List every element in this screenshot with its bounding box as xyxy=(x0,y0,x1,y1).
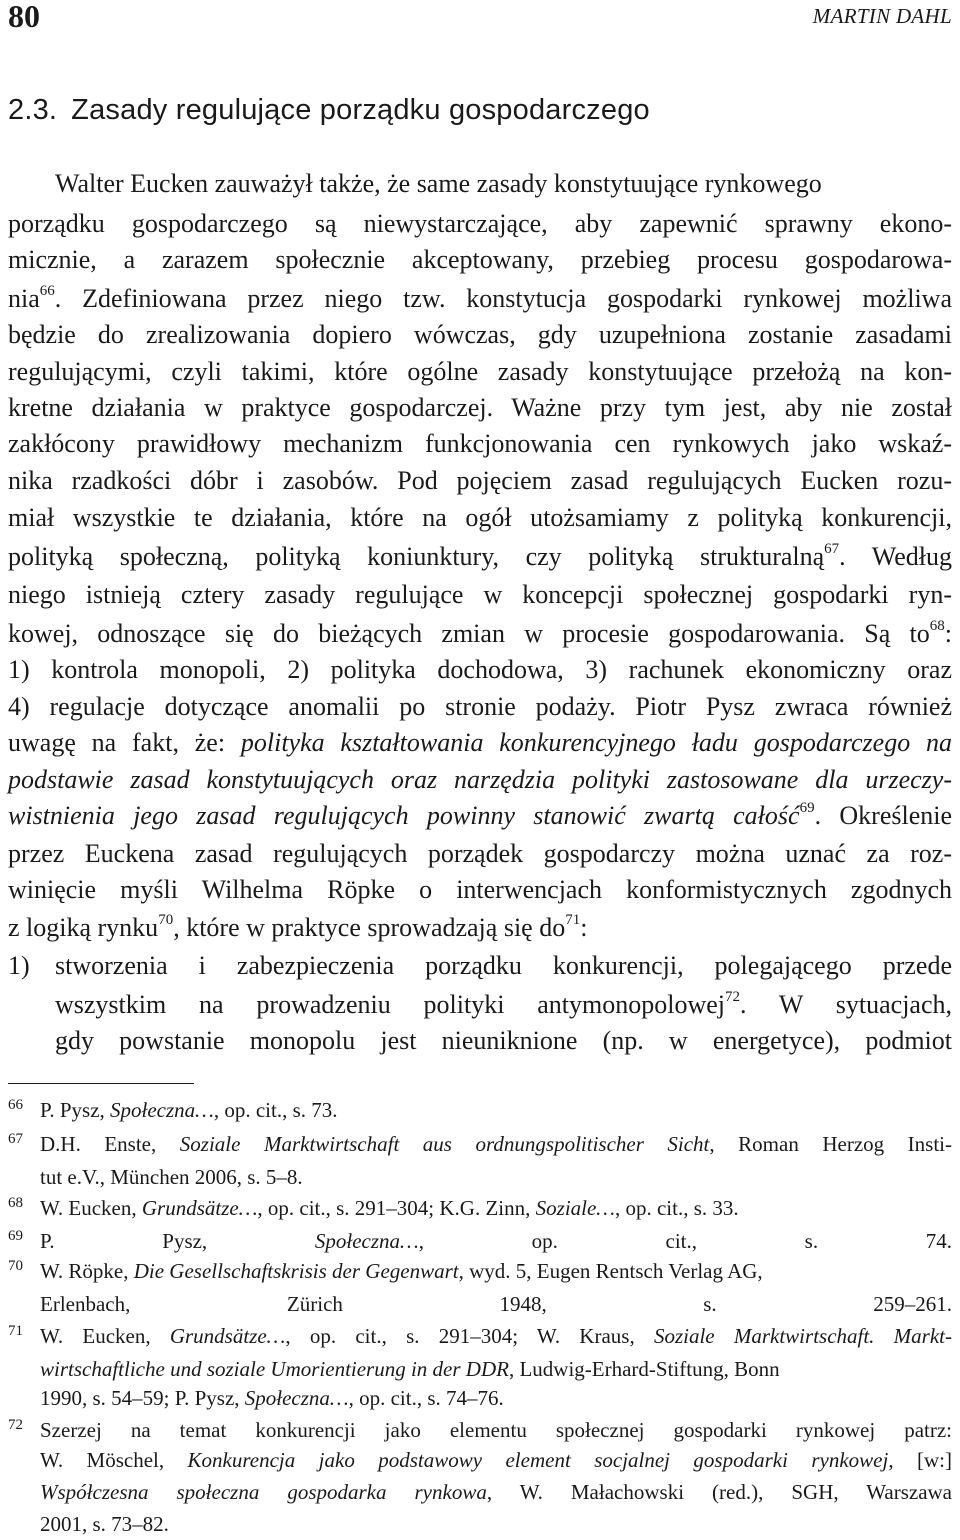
body-line xyxy=(8,206,952,242)
footnote-line xyxy=(40,1255,952,1287)
text-run: , które w praktyce sprowadzają się do xyxy=(173,913,566,942)
text-run: P. Pysz, xyxy=(40,1229,315,1253)
text-run: 2001, s. 73–82. xyxy=(40,1512,169,1536)
text-run: , [w:] xyxy=(888,1448,952,1472)
italic-text: Soziale… xyxy=(535,1196,615,1220)
text-run: nia xyxy=(8,284,40,313)
italic-text: Die Gesellschaftskrisis der Gegenwart xyxy=(133,1259,459,1283)
footnote-line xyxy=(40,1353,952,1385)
italic-text: Grundsätze… xyxy=(169,1324,286,1348)
body-line xyxy=(55,987,952,1023)
footnote-reference: 71 xyxy=(565,912,581,929)
footnote-line xyxy=(40,1382,952,1414)
text-run: micznie, a zarazem społecznie akceptowany, przebieg procesu gospodarowa- xyxy=(8,245,952,274)
body-line xyxy=(8,836,952,872)
text-run: . Według xyxy=(839,542,952,571)
body-line xyxy=(8,689,952,725)
text-run: , Roman Herzog Insti- xyxy=(709,1132,952,1156)
body-line xyxy=(8,390,952,426)
body-line xyxy=(8,577,952,613)
text-run: Szerzej na temat konkurencji jako elementu społecznej gospodarki rynkowej patrz: xyxy=(40,1418,952,1442)
text-run: nika rzadkości dóbr i zasobów. Pod pojęciem zasad regulujących Eucken rozu- xyxy=(8,466,952,495)
body-line xyxy=(8,463,952,499)
footnote-number: 72 xyxy=(8,1417,23,1433)
text-run: uwagę na fakt, że: xyxy=(8,728,241,757)
text-run: . W sytuacjach, xyxy=(740,990,953,1019)
body-line xyxy=(55,1023,952,1059)
text-run: W. Röpke, xyxy=(40,1259,134,1283)
text-run: stworzenia i zabezpieczenia porządku konkurencji, polegającego przede xyxy=(55,951,952,980)
section-title: Zasady regulujące porządku gospodarczego xyxy=(71,94,650,126)
italic-text: wistnienia jego zasad regulujących powinny stanowić zwartą całość xyxy=(8,801,800,830)
text-run: 1990, s. 54–59; P. Pysz, xyxy=(40,1386,245,1410)
footnote-line xyxy=(40,1192,952,1224)
italic-text: Soziale Marktwirtschaft aus ordnungspolitischer Sicht xyxy=(179,1132,710,1156)
text-run: porządku gospodarczego są niewystarczające, aby zapewnić sprawny ekono- xyxy=(8,209,952,238)
text-run: niego istnieją cztery zasady regulujące w koncepcji społecznej gospodarki ryn- xyxy=(8,580,952,609)
body-line xyxy=(8,762,952,798)
body-line xyxy=(8,317,952,353)
list-marker: 1) xyxy=(8,951,30,980)
body-line xyxy=(8,354,952,390)
body-line xyxy=(8,652,952,688)
section-number: 2.3. xyxy=(8,94,58,126)
italic-text: Grundsätze… xyxy=(141,1196,258,1220)
footnote-number: 66 xyxy=(8,1097,23,1113)
text-run: : xyxy=(944,619,952,648)
body-line xyxy=(8,500,952,536)
text-run: P. Pysz, xyxy=(40,1098,111,1122)
text-run: będzie do zrealizowania dopiero wówczas, gdy uzupełniona zostanie zasadami xyxy=(8,320,952,349)
footnote-line xyxy=(40,1161,952,1193)
italic-text: Społeczna… xyxy=(110,1098,214,1122)
text-run: przez Euckena zasad regulujących porządek gospodarczy można uznać za roz- xyxy=(8,839,952,868)
text-run: W. Eucken, xyxy=(40,1324,170,1348)
footnote-reference: 70 xyxy=(158,912,174,929)
footnote-number: 71 xyxy=(8,1323,23,1339)
text-run: 4) regulacje dotyczące anomalii po stronie podaży. Piotr Pysz zwraca również xyxy=(8,692,952,721)
footnote-reference: 72 xyxy=(725,989,741,1006)
italic-text: podstawie zasad konstytuujących oraz narzędzia polityki zastosowane dla urzeczy- xyxy=(8,765,952,794)
text-run: z logiką rynku xyxy=(8,913,159,942)
text-run: miał wszystkie te działania, które na ogół utożsamiamy z polityką konkurencji, xyxy=(8,503,952,532)
text-run: , op. cit., s. 74–76. xyxy=(348,1386,504,1410)
text-run: , op. cit., s. 33. xyxy=(614,1196,739,1220)
footnote-line xyxy=(40,1414,952,1446)
body-line xyxy=(8,539,952,575)
italic-text: Współczesna społeczna gospodarka rynkowa xyxy=(40,1480,487,1504)
text-run: W. Möschel, xyxy=(40,1448,188,1472)
italic-text: Społeczna… xyxy=(244,1386,349,1410)
italic-text: polityka kształtowania konkurencyjnego ładu gospodarczego na xyxy=(240,728,953,757)
body-line xyxy=(8,426,952,462)
text-run: , W. Małachowski (red.), SGH, Warszawa xyxy=(486,1480,953,1504)
body-line xyxy=(8,872,952,908)
text-run: D.H. Enste, xyxy=(40,1132,180,1156)
footnote-line xyxy=(40,1444,952,1476)
footnote-separator xyxy=(8,1083,194,1084)
footnote-line xyxy=(40,1476,952,1508)
text-run: . Zdefiniowana przez niego tzw. konstytucja gospodarki rynkowej możliwa xyxy=(54,284,952,313)
text-run: kowej, odnoszące się do bieżących zmian w procesie gospodarowania. Są to xyxy=(8,619,930,648)
text-run: W. Eucken, xyxy=(40,1196,142,1220)
text-run: gdy powstanie monopolu jest nieuniknione (np. w energetyce), podmiot xyxy=(55,1026,952,1055)
footnote-line xyxy=(40,1225,952,1257)
text-run: , op. cit., s. 73. xyxy=(213,1098,338,1122)
text-run: kretne działania w praktyce gospodarczej. Ważne przy tym jest, aby nie został xyxy=(8,393,952,422)
page-number: 80 xyxy=(8,0,40,34)
footnote-line xyxy=(40,1128,952,1160)
italic-text: wirtschaftliche und soziale Umorientierung in der DDR xyxy=(40,1357,509,1381)
text-run: wszystkim na prowadzeniu polityki antymonopolowej xyxy=(55,990,726,1019)
text-run: , op. cit., s. 74. xyxy=(418,1229,952,1253)
footnote-number: 69 xyxy=(8,1228,23,1244)
body-line xyxy=(8,910,952,946)
text-run: tut e.V., München 2006, s. 5–8. xyxy=(40,1165,303,1189)
italic-text: Soziale Marktwirtschaft. Markt- xyxy=(653,1324,952,1348)
footnote-reference: 68 xyxy=(929,618,945,635)
text-run: Walter Eucken zauważył także, że same zasady konstytuujące rynkowego xyxy=(55,169,822,198)
text-run: zakłócony prawidłowy mechanizm funkcjonowania cen rynkowych jako wskaź- xyxy=(8,429,952,458)
text-run: , op. cit., s. 291–304; W. Kraus, xyxy=(285,1324,654,1348)
section-heading xyxy=(8,92,650,128)
list-item-line xyxy=(8,948,952,984)
body-line xyxy=(8,242,952,278)
footnote-number: 68 xyxy=(8,1195,23,1211)
footnote-number: 67 xyxy=(8,1131,23,1147)
body-line xyxy=(8,281,952,317)
text-run: , op. cit., s. 291–304; K.G. Zinn, xyxy=(257,1196,536,1220)
text-run: 1) kontrola monopoli, 2) polityka dochodowa, 3) rachunek ekonomiczny oraz xyxy=(8,655,952,684)
text-run: polityką społeczną, polityką koniunktury, czy polityką strukturalną xyxy=(8,542,825,571)
footnote-line xyxy=(40,1094,952,1126)
italic-text: Społeczna… xyxy=(314,1229,419,1253)
footnote-reference: 67 xyxy=(824,541,840,558)
footnote-reference: 69 xyxy=(799,800,815,817)
text-run: regulującymi, czyli takimi, które ogólne zasady konstytuujące przełożą na kon- xyxy=(8,357,952,386)
body-line xyxy=(8,616,952,652)
footnote-line xyxy=(40,1320,952,1352)
text-run: , Ludwig-Erhard-Stiftung, Bonn xyxy=(508,1357,780,1381)
italic-text: Konkurencja jako podstawowy element socjalnej gospodarki rynkowej xyxy=(187,1448,889,1472)
running-head: MARTIN DAHL xyxy=(812,4,952,28)
text-run: Erlenbach, Zürich 1948, s. 259–261. xyxy=(40,1292,952,1316)
text-run: : xyxy=(580,913,588,942)
footnote-line xyxy=(40,1288,952,1320)
text-run: winięcie myśli Wilhelma Röpke o interwencjach konformistycznych zgodnych xyxy=(8,875,952,904)
text-run: , wyd. 5, Eugen Rentsch Verlag AG, xyxy=(458,1259,763,1283)
footnote-number: 70 xyxy=(8,1258,23,1274)
body-line xyxy=(8,725,952,761)
footnote-reference: 66 xyxy=(39,283,55,300)
text-run: . Określenie xyxy=(814,801,953,830)
body-line xyxy=(8,798,952,834)
body-line xyxy=(55,166,952,202)
footnote-line xyxy=(40,1508,952,1540)
